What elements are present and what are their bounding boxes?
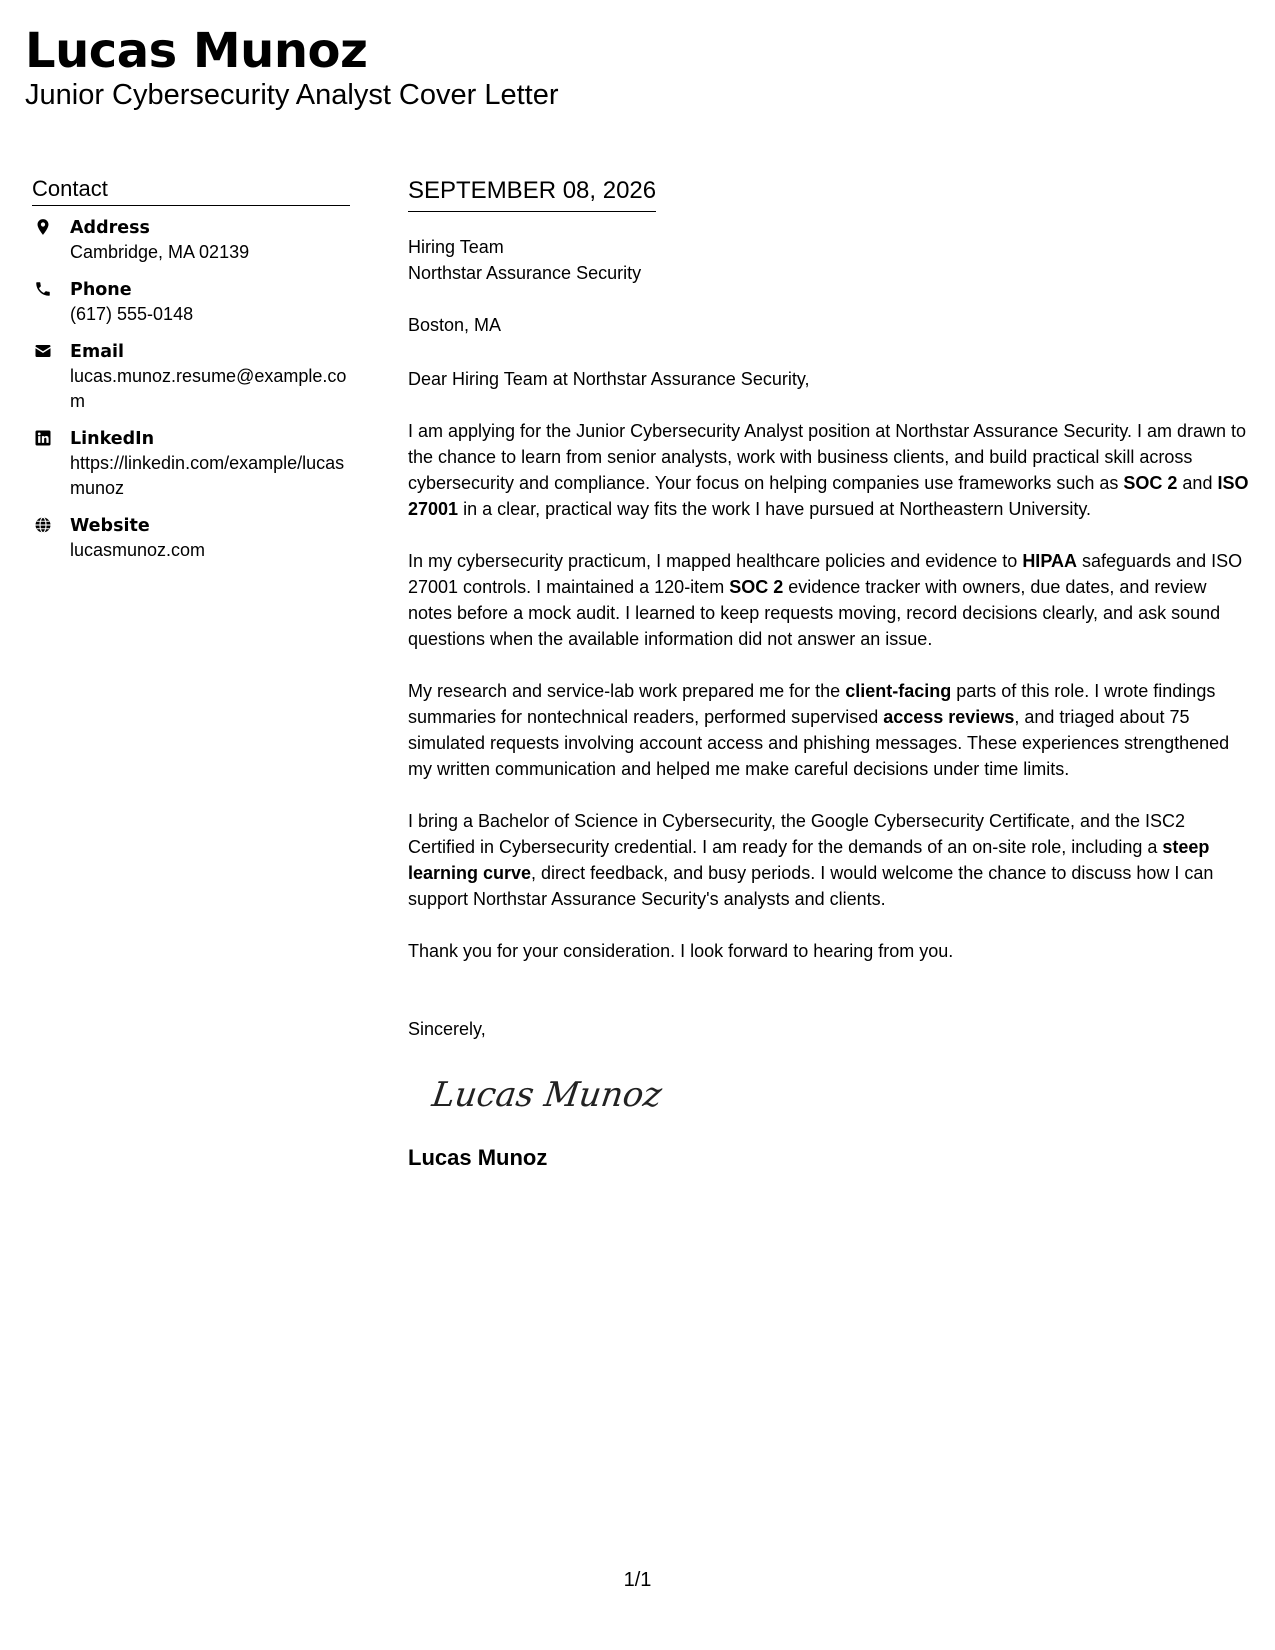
linkedin-value[interactable]: https://linkedin.com/example/lucasmunoz [70, 453, 345, 498]
signoff: Sincerely, [408, 1019, 486, 1039]
signer-name: Lucas Munoz [408, 1145, 548, 1170]
address-value: Cambridge, MA 02139 [70, 242, 250, 262]
globe-icon [32, 514, 70, 563]
letter-paragraphs [408, 418, 1253, 912]
body-paragraph [408, 678, 1253, 782]
recipient-name: Hiring Team [408, 237, 504, 257]
website-value[interactable]: lucasmunoz.com [70, 540, 206, 560]
svg-text:Lucas Munoz: Lucas Munoz [429, 1075, 665, 1115]
recipient-city: Boston, MA [408, 315, 502, 335]
closing-line: Thank you for your consideration. I look forward to hearing from you. [408, 941, 954, 961]
contact-list [32, 216, 350, 563]
map-pin-icon [32, 216, 70, 265]
emphasis-term: HIPAA [1022, 551, 1077, 571]
emphasis-term: SOC 2 [1123, 473, 1178, 493]
phone-value: (617) 555-0148 [70, 304, 194, 324]
paragraph-text: My research and service-lab work prepared me for the [408, 681, 846, 701]
linkedin-icon [32, 427, 70, 501]
body-paragraph [408, 808, 1253, 912]
document-subtitle: Junior Cybersecurity Analyst Cover Letter [25, 79, 559, 111]
applicant-name: Lucas Munoz [25, 23, 368, 79]
contact-label: Phone [70, 280, 132, 300]
contact-sidebar [32, 176, 350, 576]
contact-label: Address [70, 218, 150, 238]
paragraph-text: evidence tracker with owners, due dates, and review notes before a mock audit. I learned to keep requests moving, record decisions clearly, and ask sound questions when the available information did not answer an issue. [408, 577, 1221, 649]
contact-label: Website [70, 516, 150, 536]
emphasis-term: access reviews [883, 707, 1015, 727]
paragraph-text: In my cybersecurity practicum, I mapped healthcare policies and evidence to [408, 551, 1023, 571]
recipient-block [408, 234, 1253, 286]
body-paragraph [408, 548, 1253, 652]
page-number: 1/1 [623, 1569, 652, 1591]
phone-icon [32, 278, 70, 327]
contact-label: LinkedIn [70, 429, 155, 449]
emphasis-term: ISO 27001 [408, 473, 1249, 519]
contact-item-website [32, 514, 350, 563]
emphasis-term: SOC 2 [729, 577, 784, 597]
paragraph-text: parts of this role. I wrote findings summaries for nontechnical readers, performed supervised [408, 681, 1216, 727]
contact-item-address [32, 216, 350, 265]
letter-header [25, 22, 559, 112]
letter-date: SEPTEMBER 08, 2026 [408, 176, 656, 212]
paragraph-text: safeguards and ISO 27001 controls. I maintained a 120-item [408, 551, 1243, 597]
paragraph-text: I bring a Bachelor of Science in Cybersecurity, the Google Cybersecurity Certificate, and the ISC2 Certified in Cybersecurity credential. I am ready for the demands of an on-site role, including a [408, 811, 1186, 857]
emphasis-term: client-facing [845, 681, 952, 701]
contact-item-email [32, 340, 350, 414]
recipient-company: Northstar Assurance Security [408, 263, 642, 283]
contact-heading: Contact [32, 176, 350, 206]
contact-item-phone [32, 278, 350, 327]
paragraph-text: and [1177, 473, 1218, 493]
contact-label: Email [70, 342, 124, 362]
paragraph-text: , direct feedback, and busy periods. I would welcome the chance to discuss how I can support Northstar Assurance Security's analysts and clients. [408, 863, 1214, 909]
handwritten-signature [429, 1070, 1253, 1122]
contact-item-linkedin [32, 427, 350, 501]
body-paragraph [408, 418, 1253, 522]
salutation: Dear Hiring Team at Northstar Assurance Security, [408, 369, 810, 389]
letter-body [408, 176, 1253, 1172]
paragraph-text: in a clear, practical way fits the work I have pursued at Northeastern University. [458, 499, 1092, 519]
envelope-icon [32, 340, 70, 414]
paragraph-text: I am applying for the Junior Cybersecurity Analyst position at Northstar Assurance Security. I am drawn to the chance to learn from senior analysts, work with business clients, and build practical skill across cybersecurity and compliance. Your focus on helping companies use frameworks such as [408, 421, 1247, 493]
emphasis-term: steep learning curve [408, 837, 1210, 883]
email-value[interactable]: lucas.munoz.resume@example.com [70, 366, 347, 411]
paragraph-text: , and triaged about 75 simulated requests involving account access and phishing messages. These experiences strengthened my written communication and helped me make careful decisions under time limits. [408, 707, 1230, 779]
